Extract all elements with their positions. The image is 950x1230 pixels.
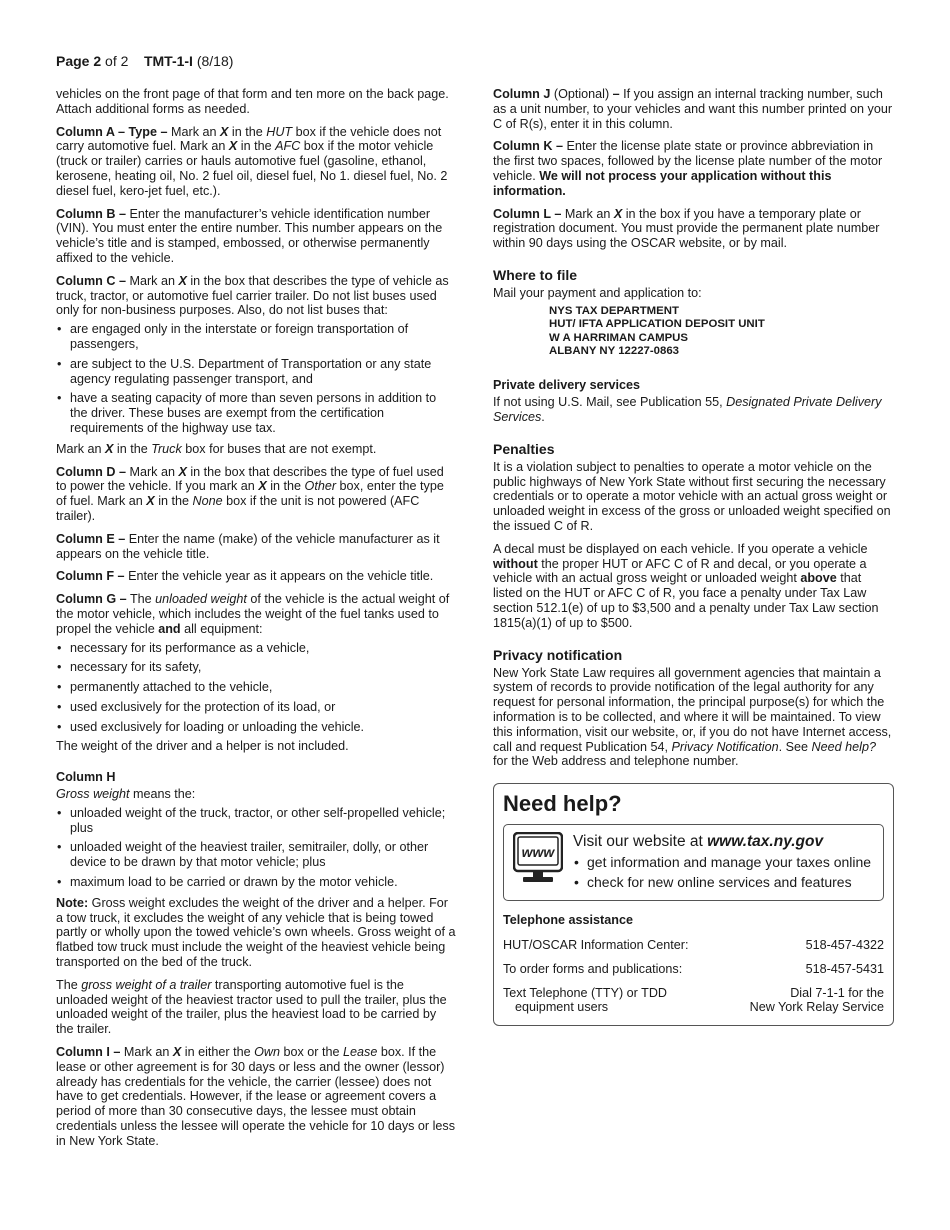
list-item: • have a seating capacity of more than seven persons in addition to the driver. These buses are exempt from the certification requirements of the highway use tax. — [56, 391, 456, 435]
column-h-intro: Gross weight means the: — [56, 787, 196, 802]
right-column — [493, 87, 893, 1026]
column-g-after: The weight of the driver and a helper is not included. — [56, 739, 349, 754]
phone-number: 518-457-5431 — [805, 961, 884, 976]
list-item: • maximum load to be carried or drawn by the motor vehicle. — [56, 875, 456, 890]
column-h-heading: Column H — [56, 770, 116, 785]
website-bullets — [573, 852, 871, 892]
column-d-paragraph: Column D – Mark an X in the box that describes the type of fuel used to power the vehicle. If you mark an X in the Other box, enter the type of fuel. Mark an X in the None box if the unit is not powered (AFC trailer). — [56, 464, 444, 523]
intro-text: vehicles on the front page of that form and ten more on the back page. Attach additional forms as needed. — [56, 87, 449, 116]
list-item: • necessary for its performance as a vehicle, — [56, 641, 456, 656]
penalties-paragraph-1: It is a violation subject to penalties to operate a motor vehicle on the public highways of New York State without first securing the necessary credentials or to operate a motor vehicle with an actual gross weight or unloaded weight in excess of the gross or unloaded weight specified on the issued C of R. — [493, 459, 891, 533]
column-l-paragraph: Column L – Mark an X in the box if you have a temporary plate or registration document. You must provide the permanent plate number within 90 days using the OSCAR website, or by mail. — [493, 206, 880, 251]
list-item: • unloaded weight of the truck, tractor, or other self-propelled vehicle; plus — [56, 806, 456, 836]
mailing-address: NYS TAX DEPARTMENT HUT/ IFTA APPLICATION DEPOSIT UNIT W A HARRIMAN CAMPUS ALBANY NY 12227-0863 — [549, 304, 765, 357]
www-label: www — [521, 844, 555, 861]
list-item: • necessary for its safety, — [56, 660, 456, 675]
column-k-paragraph: Column K – Enter the license plate state or province abbreviation in the first two spaces, followed by the license plate number of the motor vehicle. We will not process your application without this information. — [493, 139, 883, 198]
column-b-paragraph: Column B – Enter the manufacturer’s vehicle identification number (VIN). You must enter the entire number. This number appears on the vehicle’s title and is stamped, embossed, or otherwise permanently affixed to the vehicle. — [56, 206, 443, 265]
phone-row — [503, 938, 884, 953]
telephone-heading: Telephone assistance — [503, 913, 633, 928]
note-paragraph: Note: Gross weight excludes the weight of the driver and a helper. For a tow truck, it excludes the weight of any vehicle that is being towed partly or wholly upon the towed vehicle’s own wheels. Gross weight of a flatbed tow truck must include the weight of the heaviest vehicle being transported on the bed of the truck. — [56, 895, 456, 970]
phone-label: HUT/OSCAR Information Center: — [503, 937, 689, 952]
phone-number: 518-457-4322 — [805, 937, 884, 952]
form-number: TMT-1-I — [143, 53, 193, 69]
list-item: • used exclusively for the protection of its load, or — [56, 700, 456, 715]
column-c-mark-note: Mark an X in the Truck box for buses that are not exempt. — [56, 441, 377, 456]
page-label: Page 2 — [56, 53, 102, 69]
phone-row — [503, 962, 884, 977]
website-info — [573, 832, 871, 892]
tty-row — [503, 986, 884, 1016]
page-header — [56, 54, 233, 69]
left-column — [56, 87, 456, 1157]
where-to-file-heading: Where to file — [493, 266, 578, 283]
website-link[interactable]: www.tax.ny.gov — [707, 833, 824, 851]
column-a-paragraph: Column A – Type – Mark an X in the HUT box if the vehicle does not carry automotive fuel. Mark an X in the AFC box if the motor vehicle (truck or trailer) carries or hauls automotive fuel (gasoline, ethanol, kerosene, heating oil, No. 2 fuel oil, diesel fuel, No 1. diesel fuel, No. 2 diesel fuel, kero-jet fuel, etc.). — [56, 124, 448, 198]
private-delivery-text: If not using U.S. Mail, see Publication 55, Designated Private Delivery Services. — [493, 395, 882, 424]
list-item: • check for new online services and features — [573, 872, 871, 892]
list-item: • permanently attached to the vehicle, — [56, 680, 456, 695]
list-item: • used exclusively for loading or unloading the vehicle. — [56, 720, 456, 735]
list-item: • are engaged only in the interstate or foreign transportation of passengers, — [56, 322, 456, 352]
tty-label: Text Telephone (TTY) or TDD equipment users — [503, 985, 668, 1015]
trailer-weight-paragraph: The gross weight of a trailer transporting automotive fuel is the unloaded weight of the heaviest tractor used to pull the trailer, plus the unloaded weight of the trailer, plus the heaviest load to be carried by the trailer. — [56, 977, 447, 1037]
column-e-paragraph: Column E – Enter the name (make) of the vehicle manufacturer as it appears on the vehicle title. — [56, 531, 440, 561]
need-help-title: Need help? — [503, 791, 622, 817]
column-c-bullets — [56, 322, 456, 436]
penalties-heading: Penalties — [493, 440, 555, 457]
column-j-paragraph: Column J (Optional) – If you assign an internal tracking number, such as a unit number, to your vehicles and want this number printed on your C of R(s), enter it in this column. — [493, 87, 893, 131]
column-g-paragraph: Column G – The unloaded weight of the vehicle is the actual weight of the motor vehicle, which includes the weight of the fuel tanks used to propel the vehicle and all equipment: — [56, 592, 450, 636]
list-item: • are subject to the U.S. Department of Transportation or any state agency regulating passenger transport, and — [56, 357, 456, 387]
page-of: of 2 — [101, 53, 129, 69]
list-item: • get information and manage your taxes online — [573, 852, 871, 872]
private-delivery-heading: Private delivery services — [493, 378, 641, 393]
phone-label: To order forms and publications: — [503, 961, 683, 976]
penalties-paragraph-2: A decal must be displayed on each vehicle. If you operate a vehicle without the proper HUT or AFC C of R and decal, or you operate a vehicle with an actual gross weight or unloaded weight above that listed on the HUT or AFC C of R, you face a penalty under Tax Law section 512.1(e) of up to $3,500 and a penalty under Tax Law section 1815(a)(1) of up to $500. — [493, 541, 879, 630]
need-help-box — [493, 783, 894, 1026]
list-item: • unloaded weight of the heaviest trailer, semitrailer, dolly, or other device to be drawn by that motor vehicle; plus — [56, 840, 456, 870]
where-to-file-text: Mail your payment and application to: — [493, 285, 702, 300]
column-c-paragraph: Column C – Mark an X in the box that describes the type of vehicle as truck, tractor, or automotive fuel carrier trailer. Do not list buses used only for non-business purposes. Also, do not list buses that: — [56, 273, 449, 318]
privacy-paragraph: New York State Law requires all government agencies that maintain a system of records to provide notification of the legal authority for any request for personal information, the principal purpose(s) for which the information is to be collected, and where it will be maintained. To view this information, visit our website, or, if you do not have Internet access, call and request Publication 54, Privacy Notification. See Need help? for the Web address and telephone number. — [493, 665, 892, 769]
privacy-heading: Privacy notification — [493, 646, 623, 663]
column-h-bullets — [56, 806, 456, 890]
website-box — [503, 824, 884, 901]
column-g-bullets — [56, 641, 456, 735]
column-i-paragraph: Column I – Mark an X in either the Own box or the Lease box. If the lease or other agreement is for 30 days or less and the owner (lessor) already has credentials for the vehicle, the carrier (lessee) does not have to get credentials. However, if the lease or agreement covers a period of more than 30 consecutive days, the lessee must obtain credentials unless the lessee will operate the vehicle for 10 days or less in New York State. — [56, 1045, 456, 1148]
computer-monitor-icon — [513, 832, 563, 884]
form-revision: (8/18) — [192, 53, 234, 69]
visit-line: Visit our website at www.tax.ny.gov — [573, 833, 824, 851]
tty-value: Dial 7-1-1 for the New York Relay Service — [749, 985, 884, 1015]
column-f-paragraph: Column F – Enter the vehicle year as it appears on the vehicle title. — [56, 569, 434, 584]
